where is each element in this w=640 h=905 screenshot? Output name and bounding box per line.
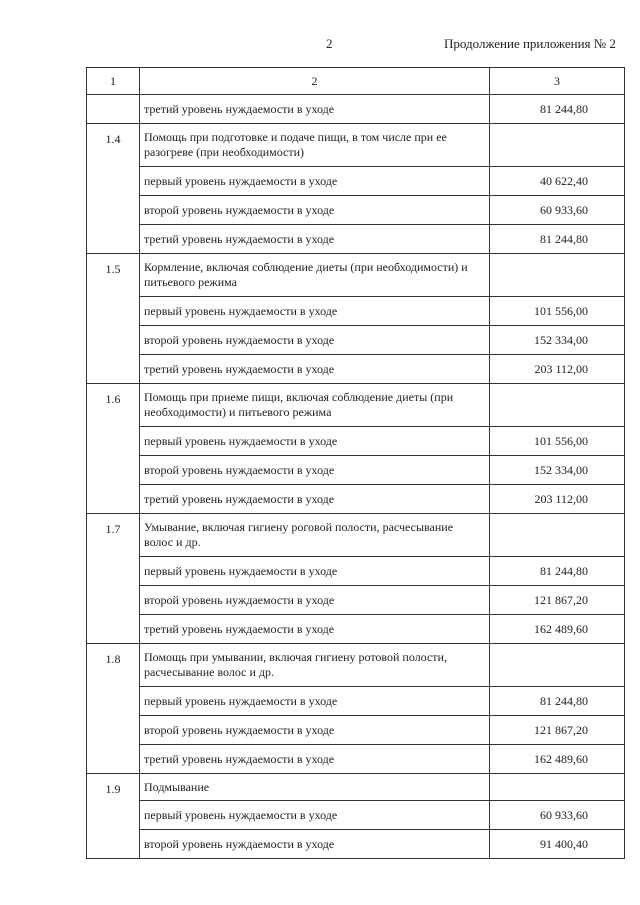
price-value: 81 244,80 [490, 557, 625, 586]
price-value: 152 334,00 [490, 326, 625, 355]
level-label: третий уровень нуждаемости в уходе [140, 225, 490, 254]
price-value: 81 244,80 [490, 225, 625, 254]
level-label: первый уровень нуждаемости в уходе [140, 557, 490, 586]
section-row [87, 124, 625, 167]
number-cell [87, 95, 140, 124]
empty-value-cell [490, 384, 625, 427]
section-title: Помощь при умывании, включая гигиену ротовой полости, расчесывание волос и др. [140, 644, 490, 687]
section-number: 1.8 [87, 644, 140, 774]
table-row [87, 355, 625, 384]
price-value: 81 244,80 [490, 95, 625, 124]
table-row [87, 745, 625, 774]
level-label: первый уровень нуждаемости в уходе [140, 297, 490, 326]
section-number: 1.7 [87, 514, 140, 644]
table-row [87, 830, 625, 859]
section-number: 1.4 [87, 124, 140, 254]
level-label: третий уровень нуждаемости в уходе [140, 615, 490, 644]
level-label: третий уровень нуждаемости в уходе [140, 95, 490, 124]
empty-value-cell [490, 644, 625, 687]
level-label: второй уровень нуждаемости в уходе [140, 830, 490, 859]
level-label: третий уровень нуждаемости в уходе [140, 745, 490, 774]
level-label: третий уровень нуждаемости в уходе [140, 355, 490, 384]
table-row [87, 95, 625, 124]
table-row [87, 615, 625, 644]
price-value: 91 400,40 [490, 830, 625, 859]
price-value: 60 933,60 [490, 196, 625, 225]
tariff-table [86, 67, 625, 859]
price-value: 203 112,00 [490, 485, 625, 514]
price-value: 162 489,60 [490, 745, 625, 774]
table-row [87, 225, 625, 254]
price-value: 203 112,00 [490, 355, 625, 384]
level-label: первый уровень нуждаемости в уходе [140, 167, 490, 196]
level-label: первый уровень нуждаемости в уходе [140, 687, 490, 716]
empty-value-cell [490, 774, 625, 801]
price-value: 162 489,60 [490, 615, 625, 644]
table-row [87, 167, 625, 196]
column-header: 2 [140, 68, 490, 95]
table-row [87, 716, 625, 745]
section-title: Помощь при подготовке и подаче пищи, в том числе при ее разогреве (при необходимости) [140, 124, 490, 167]
empty-value-cell [490, 254, 625, 297]
section-row [87, 254, 625, 297]
level-label: второй уровень нуждаемости в уходе [140, 716, 490, 745]
section-number: 1.9 [87, 774, 140, 859]
section-number: 1.6 [87, 384, 140, 514]
level-label: первый уровень нуждаемости в уходе [140, 427, 490, 456]
column-header: 1 [87, 68, 140, 95]
section-row [87, 644, 625, 687]
section-row [87, 384, 625, 427]
level-label: третий уровень нуждаемости в уходе [140, 485, 490, 514]
level-label: второй уровень нуждаемости в уходе [140, 326, 490, 355]
table-row [87, 196, 625, 225]
section-row [87, 774, 625, 801]
table-row [87, 586, 625, 615]
table-row [87, 456, 625, 485]
table-row [87, 326, 625, 355]
column-header-row [87, 68, 625, 95]
table-row [87, 427, 625, 456]
page-number: 2 [326, 36, 333, 51]
level-label: второй уровень нуждаемости в уходе [140, 586, 490, 615]
price-value: 40 622,40 [490, 167, 625, 196]
level-label: второй уровень нуждаемости в уходе [140, 196, 490, 225]
section-title: Кормление, включая соблюдение диеты (при необходимости) и питьевого режима [140, 254, 490, 297]
section-title: Умывание, включая гигиену роговой полости, расчесывание волос и др. [140, 514, 490, 557]
table-row [87, 297, 625, 326]
price-value: 60 933,60 [490, 801, 625, 830]
price-value: 101 556,00 [490, 427, 625, 456]
price-value: 121 867,20 [490, 586, 625, 615]
price-value: 81 244,80 [490, 687, 625, 716]
column-header: 3 [490, 68, 625, 95]
table-row [87, 485, 625, 514]
level-label: второй уровень нуждаемости в уходе [140, 456, 490, 485]
section-title: Подмывание [140, 774, 490, 801]
continuation-label: Продолжение приложения № 2 [444, 36, 616, 51]
price-value: 121 867,20 [490, 716, 625, 745]
level-label: первый уровень нуждаемости в уходе [140, 801, 490, 830]
price-value: 152 334,00 [490, 456, 625, 485]
section-title: Помощь при приеме пищи, включая соблюдение диеты (при необходимости) и питьевого режима [140, 384, 490, 427]
empty-value-cell [490, 124, 625, 167]
table-row [87, 687, 625, 716]
price-value: 101 556,00 [490, 297, 625, 326]
table-row [87, 801, 625, 830]
empty-value-cell [490, 514, 625, 557]
section-row [87, 514, 625, 557]
table-row [87, 557, 625, 586]
section-number: 1.5 [87, 254, 140, 384]
